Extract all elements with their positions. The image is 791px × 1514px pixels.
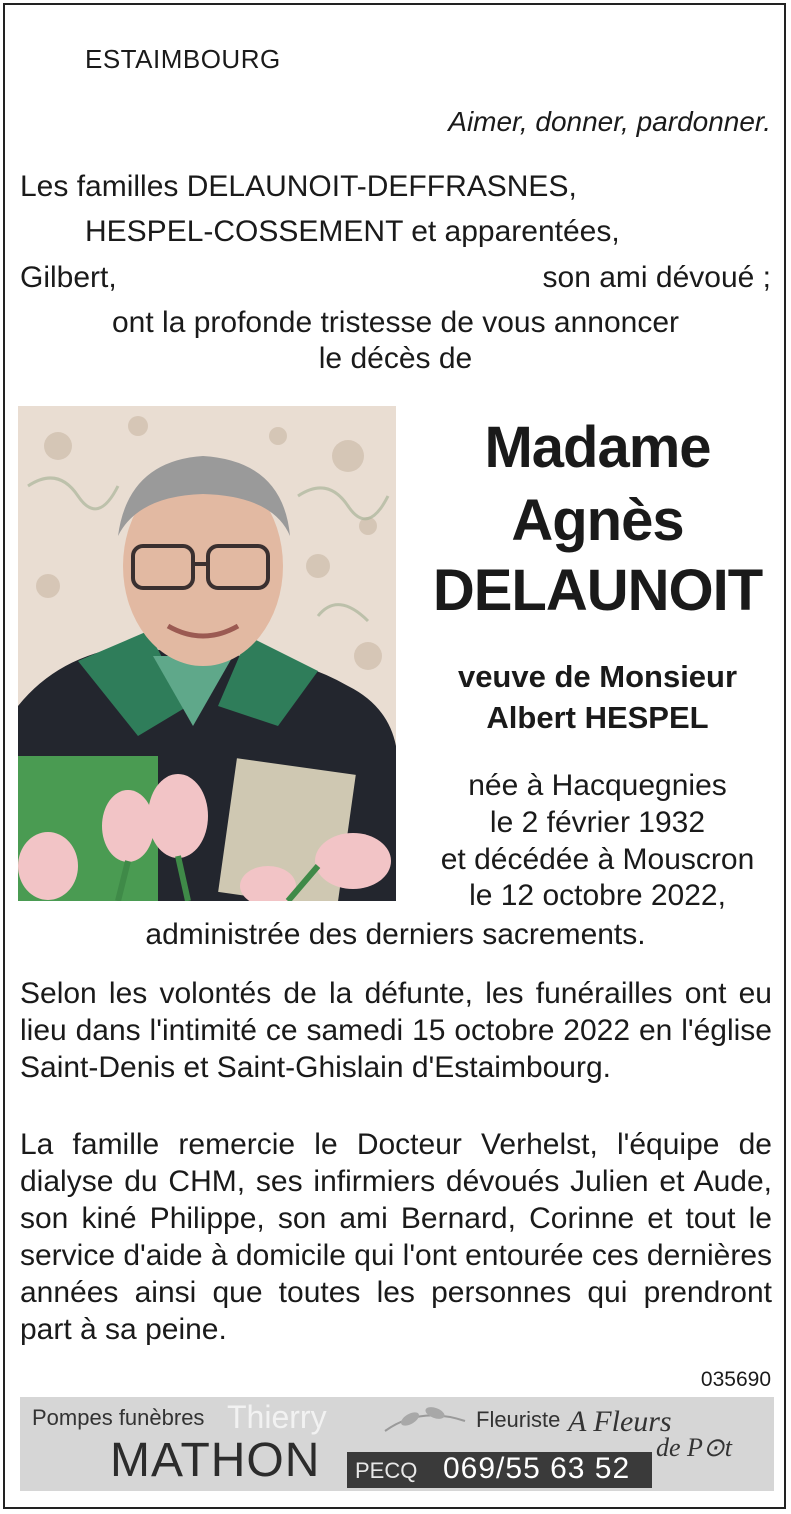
phone-number: 069/55 63 52 xyxy=(443,1452,631,1485)
birth-place: née à Hacquegnies xyxy=(468,769,727,802)
friend-name: Gilbert, xyxy=(20,261,117,294)
sacraments-line: administrée des derniers sacrements. xyxy=(145,918,646,951)
deceased-last-name: DELAUNOIT xyxy=(432,558,763,623)
motto: Aimer, donner, pardonner. xyxy=(448,106,771,137)
thanks-paragraph: La famille remercie le Docteur Verhelst, l'équipe de dialyse du CHM, ses infirmiers dévoués Julien et Aude, son kiné Philippe, son ami Bernard, Corinne et tout le service d'aide à domicile qui l'ont entourée ces dernières années ainsi que toutes les personnes qui prendront part à sa peine. xyxy=(20,1128,772,1346)
death-date: le 12 octobre 2022, xyxy=(469,879,726,912)
funeral-home-first-name: Thierry xyxy=(227,1399,327,1435)
reference-number: 035690 xyxy=(700,1368,771,1391)
birth-date: le 2 février 1932 xyxy=(489,806,706,839)
sponsor-footer xyxy=(20,1397,774,1491)
florist-label: Fleuriste xyxy=(476,1407,561,1432)
funeral-home-name: MATHON xyxy=(110,1434,321,1487)
funeral-home-label: Pompes funèbres xyxy=(32,1405,205,1430)
funeral-paragraph: Selon les volontés de la défunte, les funérailles ont eu lieu dans l'intimité ce samedi 15 octobre 2022 en l'église Saint-Denis et Saint-Ghislain d'Estaimbourg. xyxy=(20,977,772,1084)
families-line-1: Les familles DELAUNOIT-DEFFRASNES, xyxy=(20,170,577,203)
death-place: et décédée à Mouscron xyxy=(440,843,755,876)
portrait-photo xyxy=(18,406,396,901)
announcement-line-1: ont la profonde tristesse de vous annoncer xyxy=(111,306,680,339)
friend-role: son ami dévoué ; xyxy=(542,261,771,294)
widow-line-1: veuve de Monsieur xyxy=(457,659,738,694)
florist-name-suffix: de P⊙t xyxy=(656,1433,732,1462)
announcement-line-2: le décès de xyxy=(318,342,473,375)
town-name: ESTAIMBOURG xyxy=(85,44,281,74)
florist-name: A Fleurs xyxy=(568,1405,672,1438)
leaf-ornament-icon xyxy=(380,1401,470,1441)
widow-line-2: Albert HESPEL xyxy=(486,700,709,735)
families-line-2: HESPEL-COSSEMENT et apparentées, xyxy=(85,215,620,248)
location-label: PECQ xyxy=(355,1458,418,1483)
phone-bar xyxy=(347,1452,652,1488)
deceased-title: Madame xyxy=(484,415,711,480)
deceased-first-name: Agnès xyxy=(511,488,684,553)
portrait-illustration xyxy=(18,406,396,901)
